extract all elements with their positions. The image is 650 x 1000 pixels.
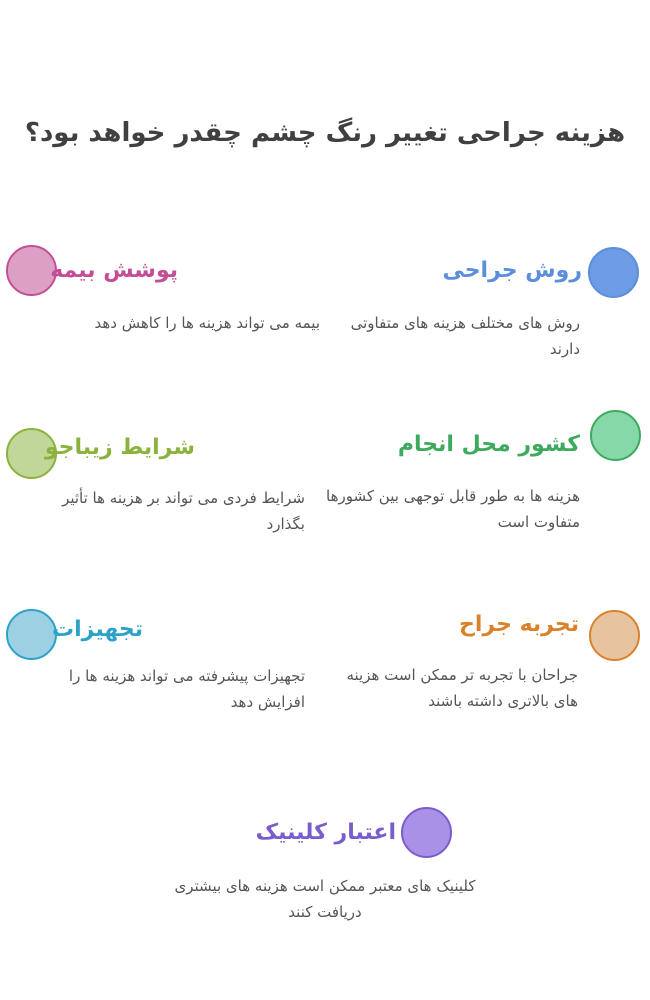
diagram-title: هزینه جراحی تغییر رنگ چشم چقدر خواهد بود؟: [24, 118, 626, 148]
surgery-method-title: روش جراحی: [442, 258, 582, 283]
insurance-title: پوشش بیمه: [50, 258, 178, 283]
surgeon-experience-title: تجربه جراح: [458, 612, 579, 637]
surgeon-experience-desc: جراحان با تجربه تر ممکن است هزینه های بالاتری داشته باشند: [346, 666, 578, 710]
patient-condition-desc: شرایط فردی می تواند بر هزینه ها تأثیر بگذارد: [62, 489, 305, 533]
equipment-desc: تجهیزات پیشرفته می تواند هزینه ها را افزایش دهد: [68, 667, 305, 711]
patient-condition-title: شرایط زیباجو: [44, 435, 195, 460]
clinic-reputation-desc: کلینیک های معتبر ممکن است هزینه های بیشتری دریافت کنند: [174, 877, 476, 921]
surgery-method-desc: روش های مختلف هزینه های متفاوتی دارند: [350, 314, 580, 358]
country-title: کشور محل انجام: [397, 432, 580, 457]
equipment-marker: [6, 609, 57, 660]
clinic-reputation-title: اعتبار کلینیک: [255, 820, 396, 845]
insurance-desc: بیمه می تواند هزینه ها را کاهش دهد: [94, 314, 320, 332]
surgery-method-marker: [588, 247, 639, 298]
country-marker: [590, 410, 641, 461]
surgeon-experience-marker: [589, 610, 640, 661]
clinic-reputation-marker: [401, 807, 452, 858]
country-desc: هزینه ها به طور قابل توجهی بین کشورها متفاوت است: [326, 487, 580, 531]
equipment-title: تجهیزات: [52, 617, 143, 642]
